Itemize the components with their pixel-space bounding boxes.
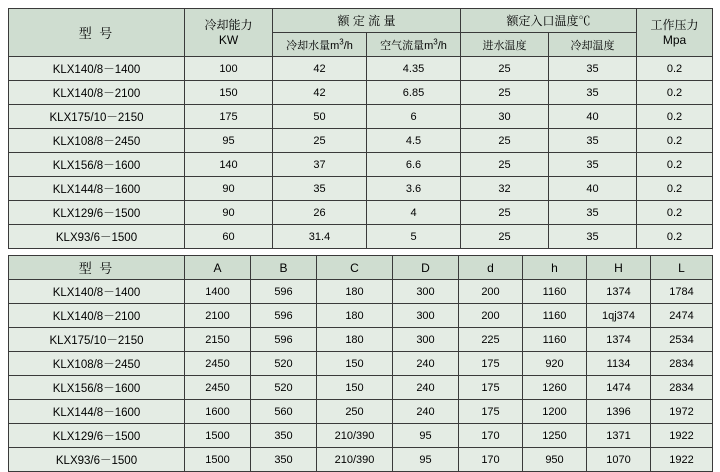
cell-a: 2450	[185, 352, 251, 376]
performance-spec-table	[8, 8, 713, 249]
cell-d-upper: 240	[393, 400, 459, 424]
cell-l: 1972	[651, 400, 713, 424]
cell-cool-temp: 35	[549, 81, 637, 105]
superscript-3: 3	[339, 36, 344, 46]
table-row	[9, 304, 713, 328]
cell-inlet-temp: 25	[461, 129, 549, 153]
cell-water-flow: 35	[273, 177, 367, 201]
cell-pressure: 0.2	[637, 201, 713, 225]
cell-h-lower: 1160	[523, 328, 587, 352]
cell-d-upper: 95	[393, 424, 459, 448]
cell-inlet-temp: 25	[461, 153, 549, 177]
cell-d-lower: 175	[459, 400, 523, 424]
cell-model: KLX140/8－2100	[9, 304, 185, 328]
table-row	[9, 57, 713, 81]
header-rated-flow: 额 定 流 量	[273, 9, 461, 33]
cell-water-flow: 42	[273, 57, 367, 81]
header-dim-h-lower: h	[523, 256, 587, 280]
table-header-row-1	[9, 9, 713, 33]
cell-model: KLX93/6－1500	[9, 225, 185, 249]
cell-a: 1500	[185, 448, 251, 472]
cell-c: 150	[317, 376, 393, 400]
cell-cool-temp: 35	[549, 201, 637, 225]
cell-cool-temp: 40	[549, 105, 637, 129]
superscript-3: 3	[433, 36, 438, 46]
cell-l: 1922	[651, 448, 713, 472]
header-cooling-capacity-unit: KW	[218, 32, 239, 47]
header-dim-d-lower: d	[459, 256, 523, 280]
header-dim-a: A	[185, 256, 251, 280]
header-water-flow-label: 冷却水量$m^3/h$	[286, 36, 353, 52]
cell-kw: 140	[185, 153, 273, 177]
cell-pressure: 0.2	[637, 129, 713, 153]
header-working-pressure	[637, 9, 713, 57]
cell-pressure: 0.2	[637, 105, 713, 129]
cell-a: 2150	[185, 328, 251, 352]
cell-air-flow: 4.35	[367, 57, 461, 81]
cell-model: KLX144/8－1600	[9, 177, 185, 201]
header-working-pressure-unit: Mpa	[662, 32, 687, 47]
cell-l: 1784	[651, 280, 713, 304]
cell-b: 596	[251, 328, 317, 352]
table-row	[9, 400, 713, 424]
cell-b: 350	[251, 424, 317, 448]
header-cooling-temp: 冷却温度	[549, 33, 637, 57]
cell-cool-temp: 35	[549, 129, 637, 153]
header-dim-c: C	[317, 256, 393, 280]
cell-h-lower: 1160	[523, 280, 587, 304]
cell-cool-temp: 35	[549, 225, 637, 249]
cell-c: 210/390	[317, 424, 393, 448]
cell-h-upper: 1371	[587, 424, 651, 448]
cell-inlet-temp: 32	[461, 177, 549, 201]
cell-kw: 60	[185, 225, 273, 249]
cell-d-lower: 170	[459, 448, 523, 472]
cell-kw: 100	[185, 57, 273, 81]
cell-h-lower: 1250	[523, 424, 587, 448]
cell-water-flow: 31.4	[273, 225, 367, 249]
cell-l: 2534	[651, 328, 713, 352]
table-row	[9, 352, 713, 376]
cell-c: 180	[317, 280, 393, 304]
cell-d-lower: 200	[459, 304, 523, 328]
cell-pressure: 0.2	[637, 153, 713, 177]
header-air-flow-label: 空气流量$m^3/h$	[380, 36, 447, 52]
cell-inlet-temp: 25	[461, 225, 549, 249]
cell-d-upper: 240	[393, 376, 459, 400]
cell-air-flow: 6.6	[367, 153, 461, 177]
header-model: 型 号	[9, 256, 185, 280]
table-row	[9, 105, 713, 129]
table-row	[9, 328, 713, 352]
cell-pressure: 0.2	[637, 225, 713, 249]
cell-inlet-temp: 25	[461, 57, 549, 81]
table-row	[9, 201, 713, 225]
cell-d-lower: 175	[459, 352, 523, 376]
cell-air-flow: 5	[367, 225, 461, 249]
cell-air-flow: 4.5	[367, 129, 461, 153]
cell-c: 180	[317, 328, 393, 352]
cell-kw: 90	[185, 177, 273, 201]
cell-kw: 175	[185, 105, 273, 129]
cell-air-flow: 3.6	[367, 177, 461, 201]
cell-model: KLX140/8－2100	[9, 81, 185, 105]
cell-cool-temp: 40	[549, 177, 637, 201]
cell-b: 520	[251, 376, 317, 400]
cell-model: KLX129/6－1500	[9, 424, 185, 448]
cell-b: 520	[251, 352, 317, 376]
table-header-row	[9, 256, 713, 280]
cell-cool-temp: 35	[549, 57, 637, 81]
dimension-spec-table	[8, 255, 713, 472]
header-inlet-water-temp: 进水温度	[461, 33, 549, 57]
table-row	[9, 129, 713, 153]
cell-model: KLX108/8－2450	[9, 129, 185, 153]
cell-b: 350	[251, 448, 317, 472]
cell-a: 2450	[185, 376, 251, 400]
cell-h-upper: 1134	[587, 352, 651, 376]
cell-pressure: 0.2	[637, 177, 713, 201]
cell-air-flow: 6	[367, 105, 461, 129]
cell-model: KLX144/8－1600	[9, 400, 185, 424]
cell-cool-temp: 35	[549, 153, 637, 177]
cell-h-upper: 1396	[587, 400, 651, 424]
header-model: 型 号	[9, 9, 185, 57]
header-rated-inlet-temp: 额定入口温度℃	[461, 9, 637, 33]
cell-b: 596	[251, 304, 317, 328]
cell-model: KLX175/10－2150	[9, 105, 185, 129]
cell-h-lower: 1260	[523, 376, 587, 400]
cell-h-lower: 950	[523, 448, 587, 472]
cell-d-upper: 300	[393, 328, 459, 352]
cell-inlet-temp: 25	[461, 81, 549, 105]
cell-a: 1600	[185, 400, 251, 424]
header-dim-b: B	[251, 256, 317, 280]
cell-d-lower: 200	[459, 280, 523, 304]
cell-inlet-temp: 30	[461, 105, 549, 129]
cell-pressure: 0.2	[637, 81, 713, 105]
cell-h-upper: 1474	[587, 376, 651, 400]
cell-water-flow: 26	[273, 201, 367, 225]
table-row	[9, 424, 713, 448]
cell-h-upper: 1374	[587, 280, 651, 304]
cell-d-lower: 170	[459, 424, 523, 448]
table-row	[9, 225, 713, 249]
cell-h-upper: 1070	[587, 448, 651, 472]
cell-c: 250	[317, 400, 393, 424]
table-row	[9, 177, 713, 201]
cell-h-upper: 1qj374	[587, 304, 651, 328]
cell-l: 2834	[651, 352, 713, 376]
header-working-pressure-text: 工作压力	[650, 17, 699, 32]
header-water-flow	[273, 33, 367, 57]
table-row	[9, 448, 713, 472]
table-row	[9, 376, 713, 400]
cell-water-flow: 25	[273, 129, 367, 153]
cell-pressure: 0.2	[637, 57, 713, 81]
cell-a: 2100	[185, 304, 251, 328]
header-cooling-capacity	[185, 9, 273, 57]
header-dim-d: D	[393, 256, 459, 280]
cell-d-lower: 175	[459, 376, 523, 400]
cell-h-lower: 920	[523, 352, 587, 376]
cell-d-upper: 300	[393, 304, 459, 328]
cell-h-lower: 1160	[523, 304, 587, 328]
cell-a: 1400	[185, 280, 251, 304]
cell-d-upper: 240	[393, 352, 459, 376]
cell-b: 596	[251, 280, 317, 304]
cell-l: 2474	[651, 304, 713, 328]
cell-d-upper: 95	[393, 448, 459, 472]
cell-h-upper: 1374	[587, 328, 651, 352]
header-cooling-capacity-text: 冷却能力	[204, 17, 253, 32]
cell-model: KLX108/8－2450	[9, 352, 185, 376]
cell-air-flow: 4	[367, 201, 461, 225]
cell-c: 210/390	[317, 448, 393, 472]
header-dim-h-upper: H	[587, 256, 651, 280]
cell-water-flow: 42	[273, 81, 367, 105]
cell-model: KLX140/8－1400	[9, 280, 185, 304]
cell-d-upper: 300	[393, 280, 459, 304]
cell-d-lower: 225	[459, 328, 523, 352]
cell-model: KLX175/10－2150	[9, 328, 185, 352]
cell-inlet-temp: 25	[461, 201, 549, 225]
cell-l: 2834	[651, 376, 713, 400]
table-row	[9, 153, 713, 177]
cell-model: KLX156/8－1600	[9, 153, 185, 177]
cell-kw: 95	[185, 129, 273, 153]
cell-model: KLX156/8－1600	[9, 376, 185, 400]
cell-model: KLX129/6－1500	[9, 201, 185, 225]
table-row	[9, 280, 713, 304]
cell-b: 560	[251, 400, 317, 424]
cell-kw: 90	[185, 201, 273, 225]
cell-c: 180	[317, 304, 393, 328]
cell-water-flow: 37	[273, 153, 367, 177]
header-air-flow	[367, 33, 461, 57]
cell-model: KLX93/6－1500	[9, 448, 185, 472]
cell-h-lower: 1200	[523, 400, 587, 424]
cell-model: KLX140/8－1400	[9, 57, 185, 81]
cell-l: 1922	[651, 424, 713, 448]
table-row	[9, 81, 713, 105]
cell-a: 1500	[185, 424, 251, 448]
cell-c: 150	[317, 352, 393, 376]
header-dim-l: L	[651, 256, 713, 280]
cell-kw: 150	[185, 81, 273, 105]
cell-air-flow: 6.85	[367, 81, 461, 105]
cell-water-flow: 50	[273, 105, 367, 129]
